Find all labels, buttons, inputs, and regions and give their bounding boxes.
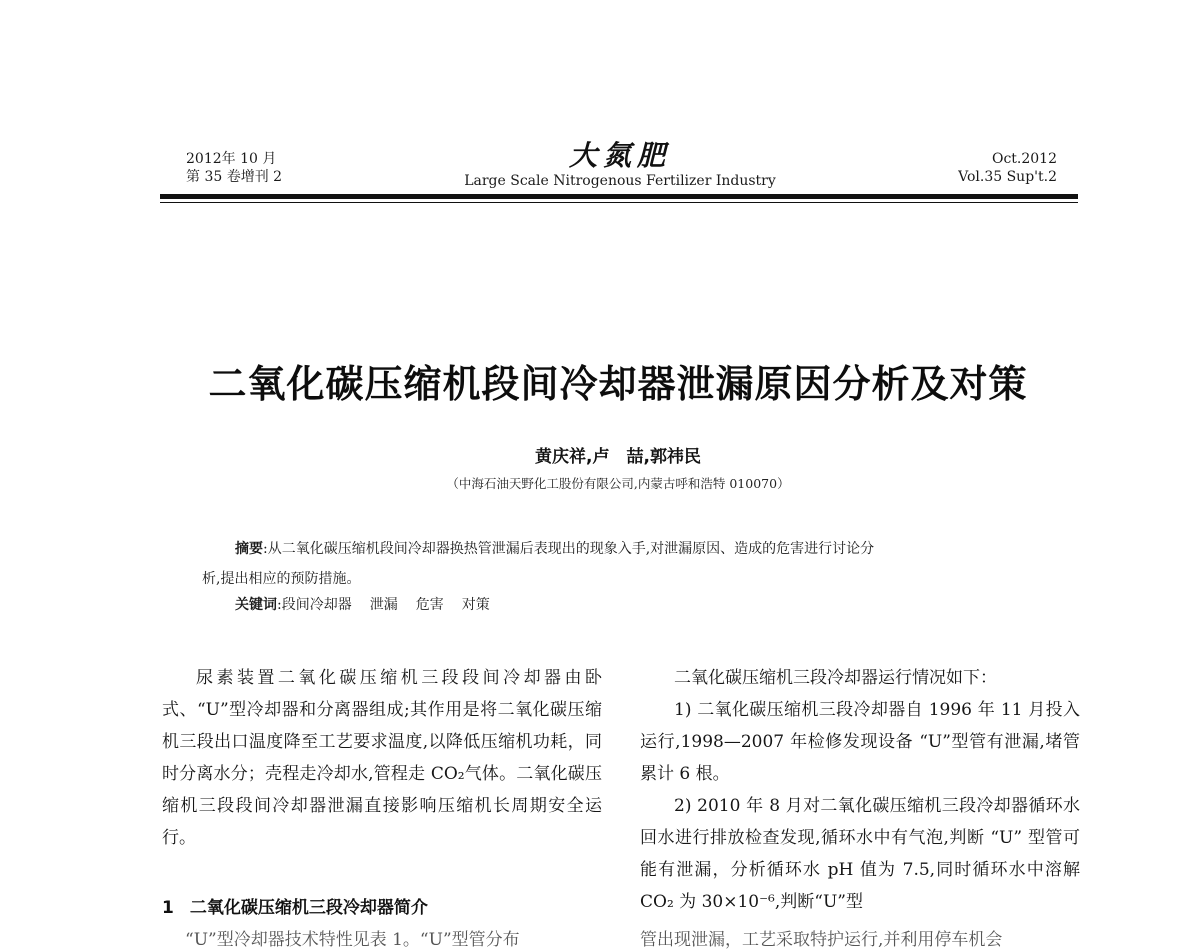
body-list-item-1: 1) 二氧化碳压缩机三段冷却器自 1996 年 11 月投入运行,1998—2007 年检修发现设备 “U”型管有泄漏,堵管累计 6 根。	[640, 700, 1080, 784]
body-paragraph: 尿素装置二氧化碳压缩机三段段间冷却器由卧式、“U”型冷却器和分离器组成;其作用是将二氧化碳压缩机三段出口温度降至工艺要求温度,以降低压缩机功耗，同时分离水分；壳程走冷却水,管程走 CO₂气体。二氧化碳压缩机三段段间冷却器泄漏直接影响压缩机长周期安全运行。	[162, 668, 602, 848]
header-rule-thin	[160, 202, 1078, 203]
paper-affiliation: （中海石油天野化工股份有限公司,内蒙古呼和浩特 010070）	[446, 476, 790, 491]
keywords-sep: :	[277, 597, 282, 613]
section-heading	[162, 893, 428, 918]
section-title: 二氧化碳压缩机三段冷却器简介	[189, 898, 428, 918]
header-volume-en: Vol.35 Sup't.2	[958, 169, 1057, 185]
header-date-volume	[186, 150, 282, 186]
body-cut-line-right: 管出现泄漏，工艺采取特护运行,并利用停车机会	[640, 930, 1003, 950]
body-left-column	[162, 662, 602, 854]
keywords-label: 关键词	[235, 597, 277, 613]
abstract	[202, 534, 1042, 594]
journal-english-name: Large Scale Nitrogenous Fertilizer Industry	[464, 173, 776, 189]
journal-logo: 大氮肥	[568, 139, 671, 172]
paper-title: 二氧化碳压缩机段间冷却器泄漏原因分析及对策	[208, 362, 1028, 406]
paper-authors: 黄庆祥,卢 喆,郭祎民	[535, 447, 701, 467]
abstract-text-2: 析,提出相应的预防措施。	[202, 571, 361, 587]
body-cut-line-left: “U”型冷却器技术特性见表 1。“U”型管分布	[185, 930, 520, 950]
header-date-volume-en	[958, 150, 1057, 186]
abstract-line-1	[202, 534, 1042, 564]
abstract-text-1: :从二氧化碳压缩机段间冷却器换热管泄漏后表现出的现象入手,对泄漏原因、造成的危害进行讨论分	[263, 541, 875, 557]
body-right-column	[640, 662, 1080, 918]
section-number: 1	[162, 898, 174, 918]
abstract-label: 摘要	[235, 541, 263, 557]
body-paragraph-intro: 二氧化碳压缩机三段冷却器运行情况如下：	[674, 668, 997, 688]
header-rule-thick	[160, 194, 1078, 199]
keyword: 对策	[461, 597, 490, 613]
keyword: 泄漏	[369, 597, 398, 613]
header-volume: 第 35 卷增刊 2	[186, 169, 283, 185]
journal-masthead	[400, 140, 840, 190]
header-date-en: Oct.2012	[991, 151, 1057, 167]
keyword: 危害	[415, 597, 444, 613]
keywords	[235, 595, 508, 615]
body-list-item-2: 2) 2010 年 8 月对二氧化碳压缩机三段冷却器循环水回水进行排放检查发现,循环水中有气泡,判断 “U” 型管可能有泄漏，分析循环水 pH 值为 7.5,同时循环水中溶解 CO₂ 为 30×10⁻⁶,判断“U”型	[640, 796, 1080, 912]
header-date: 2012年 10 月	[186, 151, 277, 167]
keyword: 段间冷却器	[281, 597, 352, 613]
